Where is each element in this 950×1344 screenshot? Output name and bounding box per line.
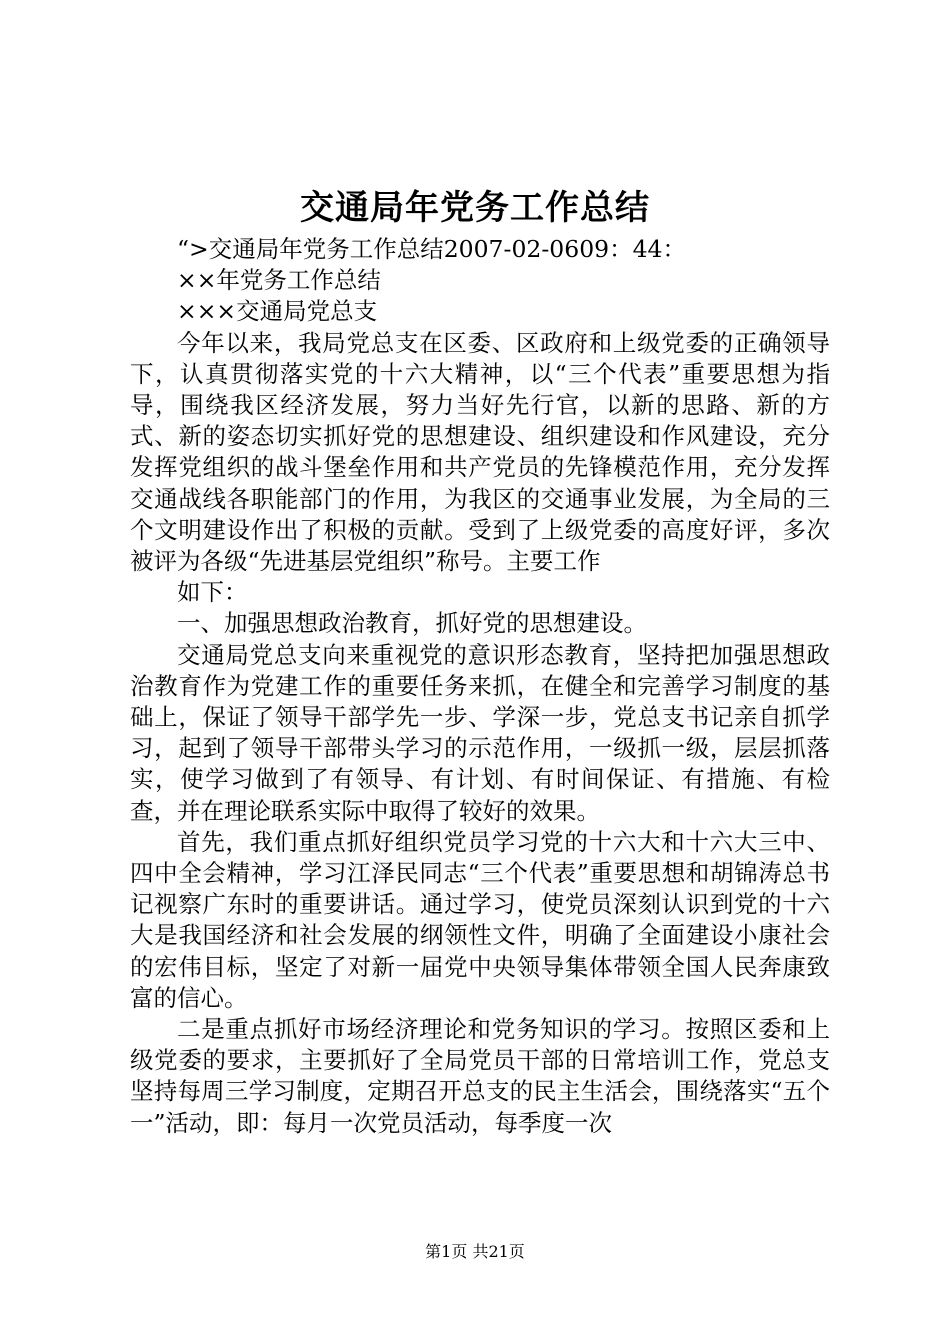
document-title: 交通局年党务工作总结 [300,188,650,228]
body-paragraph: 首先，我们重点抓好组织党员学习党的十六大和十六大三中、四中全会精神，学习江泽民同志“三个代表”重要思想和胡锦涛总书记视察广东时的重要讲话。通过学习，使党员深刻认识到党的十六大是我国经济和社会发展的纲领性文件，明确了全面建设小康社会的宏伟目标，坚定了对新一届党中央领导集体带领全国人民奔康致富的信心。 [130,827,830,1012]
body-paragraph: 二是重点抓好市场经济理论和党务知识的学习。按照区委和上级党委的要求，主要抓好了全局党员干部的日常培训工作，党总支坚持每周三学习制度，定期召开总支的民主生活会，围绕落实“五个一”活动，即：每月一次党员活动，每季度一次 [130,1015,830,1137]
body-paragraph: 如下： [177,578,248,607]
body-paragraph: 今年以来，我局党总支在区委、区政府和上级党委的正确领导下，认真贯彻落实党的十六大精神，以“三个代表”重要思想为指导，围绕我区经济发展，努力当好先行官，以新的思路、新的方式、新的姿态切实抓好党的思想建设、组织建设和作风建设，充分发挥党组织的战斗堡垒作用和共产党员的先锋模范作用，充分发挥交通战线各职能部门的作用，为我区的交通事业发展，为全局的三个文明建设作出了积极的贡献。受到了上级党委的高度好评，多次被评为各级“先进基层党组织”称号。主要工作 [130,328,830,576]
section-heading: 一、加强思想政治教育，抓好党的思想建设。 [177,609,647,638]
subtitle-line: ××年党务工作总结 [177,266,381,295]
organization-line: ×××交通局党总支 [177,297,378,326]
document-body [130,234,830,1139]
page-number: 第1页 共21页 [425,1242,525,1261]
meta-line: “>交通局年党务工作总结2007-02-0609：44： [177,235,687,263]
body-paragraph: 交通局党总支向来重视党的意识形态教育，坚持把加强思想政治教育作为党建工作的重要任务来抓，在健全和完善学习制度的基础上，保证了领导干部学先一步、学深一步，党总支书记亲自抓学习，起到了领导干部带头学习的示范作用，一级抓一级，层层抓落实，使学习做到了有领导、有计划、有时间保证、有措施、有检查，并在理论联系实际中取得了较好的效果。 [130,640,830,825]
